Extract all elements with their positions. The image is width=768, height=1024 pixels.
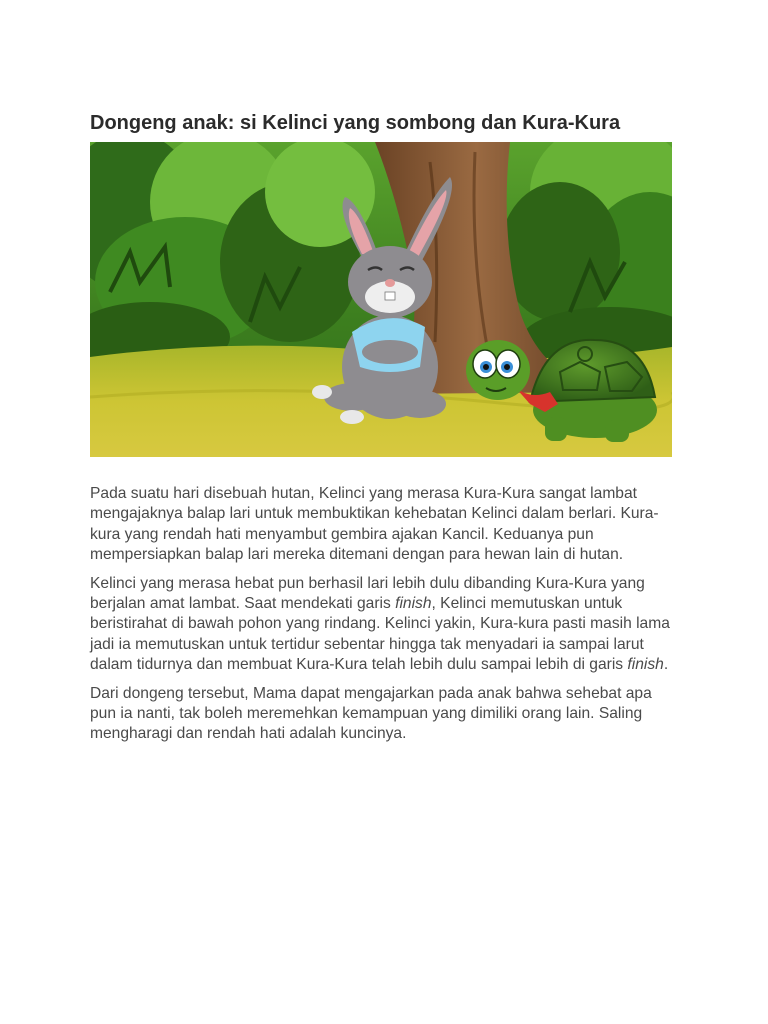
article-body xyxy=(90,484,676,745)
article-title: Dongeng anak: si Kelinci yang sombong dan Kura-Kura xyxy=(90,112,621,134)
paragraph-text: Kelinci yang merasa hebat pun berhasil lari lebih dulu dibanding Kura-Kura yang berjalan amat lambat. Saat mendekati garis xyxy=(90,574,645,613)
document-page xyxy=(90,110,676,753)
paragraph-text: Pada suatu hari disebuah hutan, Kelinci yang merasa Kura-Kura sangat lambat mengajaknya balap lari untuk membuktikan kehebatan Kelinci dalam berlari. Kura-kura yang rendah hati menyambut gembira ajakan Kancil. Keduanya pun mempersiapkan balap lari mereka ditemani dengan para hewan lain di hutan. xyxy=(90,485,659,564)
paragraph-text: Dari dongeng tersebut, Mama dapat mengajarkan pada anak bahwa sehebat apa pun ia nanti, tak boleh meremehkan kemampuan yang dimiliki orang lain. Saling mengharagi dan rendah hati adalah kuncinya. xyxy=(90,684,652,743)
article-paragraph xyxy=(90,484,676,566)
paragraph-text: . xyxy=(663,656,669,674)
article-paragraph xyxy=(90,684,676,745)
italic-term: finish xyxy=(627,656,664,674)
story-illustration xyxy=(90,142,672,457)
article-paragraph xyxy=(90,574,676,676)
rabbit-and-turtle-illustration xyxy=(90,142,672,457)
italic-term: finish xyxy=(395,595,432,613)
paragraph-text: , Kelinci memutuskan untuk beristirahat di bawah pohon yang rindang. Kelinci yakin, Kura-kura pasti masih lama jadi ia memutuskan untuk tertidur sebentar hingga tak menyadari ia sampai larut dalam tidurnya dan membuat Kura-Kura telah lebih dulu sampai lebih di garis xyxy=(90,595,670,674)
